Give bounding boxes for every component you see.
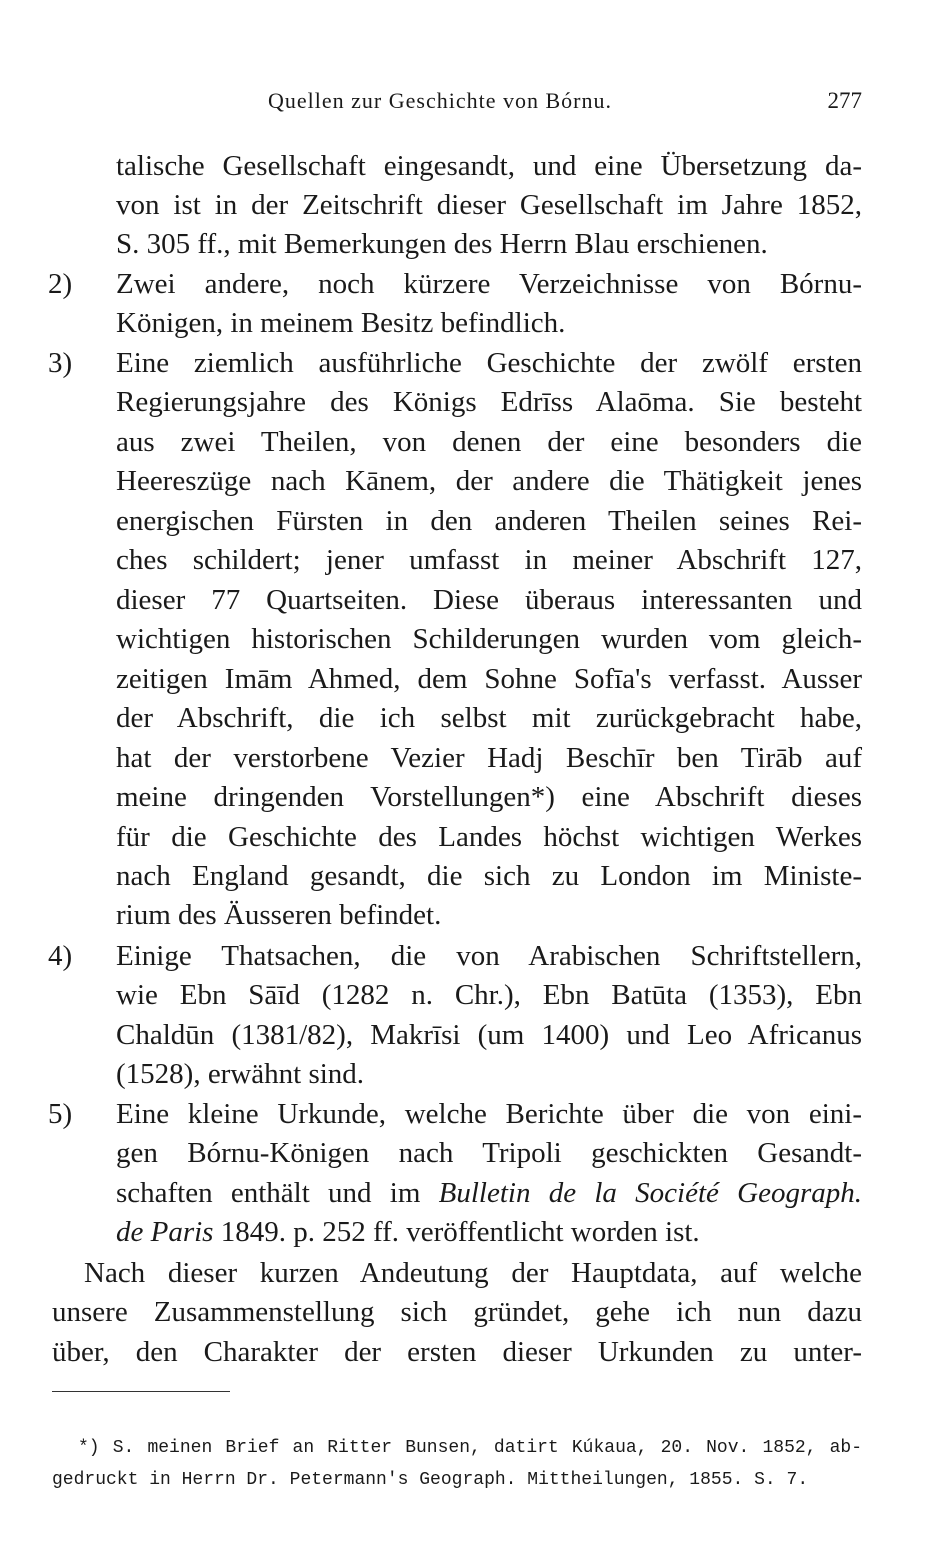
text-line: nach England gesandt, die sich zu London im Ministe- [116,860,862,892]
italic-citation: de Paris [116,1216,214,1248]
page-number: 277 [827,88,862,113]
list-number: 5) [48,1098,73,1130]
text-line: meine dringenden Vorstellungen*) eine Abschrift dieses [116,781,862,813]
text-segment: schaften enthält und im [116,1177,439,1209]
text-line: Zwei andere, noch kürzere Verzeichnisse von Bórnu- [116,268,862,300]
text-line: ches schildert; jener umfasst in meiner Abschrift 127, [116,544,862,576]
text-line: Eine ziemlich ausführliche Geschichte der zwölf ersten [116,347,862,379]
text-line: der Abschrift, die ich selbst mit zurückgebracht habe, [116,702,862,734]
text-line: dieser 77 Quartseiten. Diese überaus interessanten und [116,584,862,616]
text-line: aus zwei Theilen, von denen der eine besonders die [116,426,862,458]
text-line: talische Gesellschaft eingesandt, und eine Übersetzung da- [116,150,862,182]
text-line: Heereszüge nach Kānem, der andere die Thätigkeit jenes [116,465,862,497]
running-title: Quellen zur Geschichte von Bórnu. [268,88,612,113]
text-line: gen Bórnu-Königen nach Tripoli geschickten Gesandt- [116,1137,862,1169]
text-line [116,1173,862,1213]
text-line: unsere Zusammenstellung sich gründet, gehe ich nun dazu [52,1296,862,1328]
text-line: zeitigen Imām Ahmed, dem Sohne Sofīa's verfasst. Ausser [116,663,862,695]
text-line: hat der verstorbene Vezier Hadj Beschīr ben Tirāb auf [116,742,862,774]
text-line: Regierungsjahre des Königs Edrīss Alaōma. Sie besteht [116,386,862,418]
text-line: wichtigen historischen Schilderungen wurden vom gleich- [116,623,862,655]
page-header [0,88,930,118]
text-segment: 1849. p. 252 ff. veröffentlicht worden ist. [213,1216,700,1248]
list-number: 4) [48,940,73,972]
text-line: Chaldūn (1381/82), Makrīsi (um 1400) und Leo Africanus [116,1019,862,1051]
text-line: energischen Fürsten in den anderen Theilen seines Rei- [116,505,862,537]
text-line: S. 305 ff., mit Bemerkungen des Herrn Blau erschienen. [116,228,768,260]
text-line: für die Geschichte des Landes höchst wichtigen Werkes [116,821,862,853]
text-line [116,1212,862,1252]
text-line: (1528), erwähnt sind. [116,1058,365,1090]
text-line: von ist in der Zeitschrift dieser Gesellschaft im Jahre 1852, [116,189,862,221]
text-line: über, den Charakter der ersten dieser Urkunden zu unter- [52,1336,862,1368]
footnote-line: gedruckt in Herrn Dr. Petermann's Geograph. Mittheilungen, 1855. S. 7. [52,1470,809,1490]
text-line: Einige Thatsachen, die von Arabischen Schriftstellern, [116,940,862,972]
footnote-line: *) S. meinen Brief an Ritter Bunsen, datirt Kúkaua, 20. Nov. 1852, ab- [78,1438,862,1458]
text-line: rium des Äusseren befindet. [116,899,442,931]
italic-citation: Bulletin de la Société Geograph. [438,1177,862,1209]
text-line: Königen, in meinem Besitz befindlich. [116,307,566,339]
text-line: Nach dieser kurzen Andeutung der Hauptdata, auf welche [84,1257,862,1289]
list-number: 3) [48,347,73,379]
footnote-divider [52,1391,230,1392]
text-line: wie Ebn Sāīd (1282 n. Chr.), Ebn Batūta (1353), Ebn [116,979,862,1011]
list-number: 2) [48,268,73,300]
text-line: Eine kleine Urkunde, welche Berichte über die von eini- [116,1098,862,1130]
